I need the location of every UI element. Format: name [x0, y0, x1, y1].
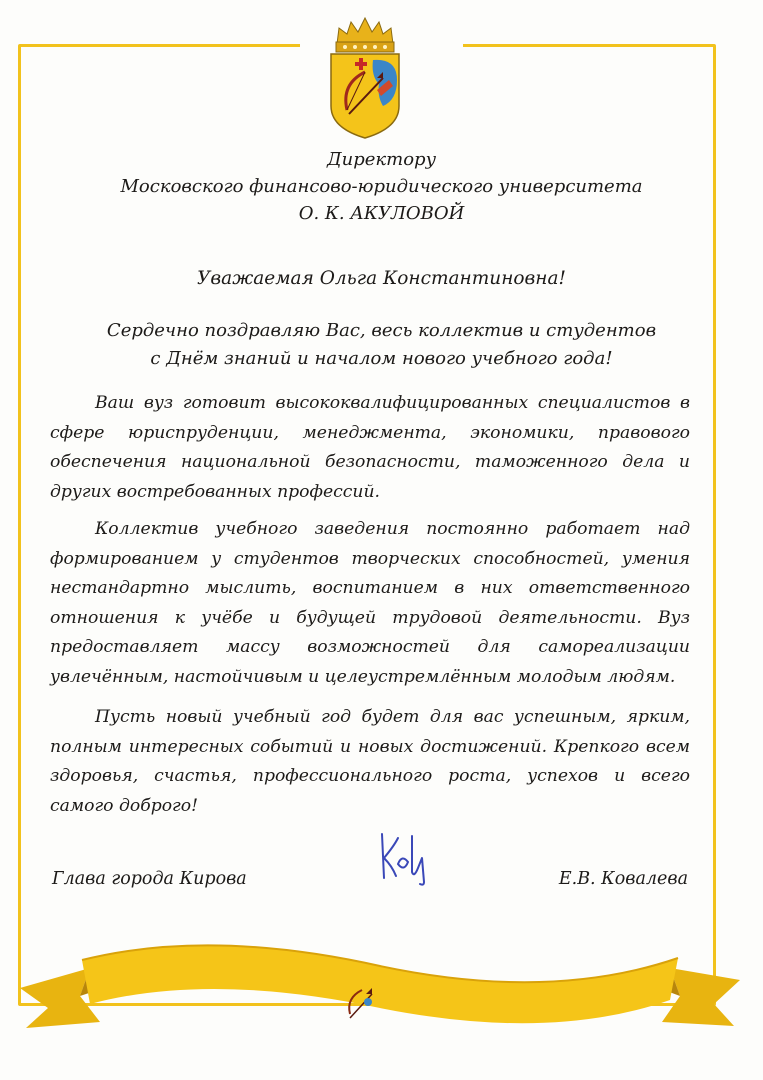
- addressee-line-2: Московского финансово-юридического университета: [120, 176, 643, 197]
- decorative-ribbon: [20, 938, 740, 1058]
- lead-congratulation: [0, 317, 763, 373]
- lead-line-1: Сердечно поздравляю Вас, весь коллектив и студентов: [106, 320, 657, 341]
- addressee-block: [0, 146, 763, 227]
- body-paragraph: Коллектив учебного заведения постоянно работает над формированием у студентов творческих способностей, умения нестандартно мыслить, воспитанием в них ответственного отношения к учёбе и будущей трудовой деятельности. Вуз предоставляет массу возможностей для самореализации увлечённым, настойчивым и целеустремлённым молодым людям.: [50, 519, 690, 687]
- addressee-line-1: Директору: [326, 149, 437, 170]
- body-paragraph: Пусть новый учебный год будет для вас успешным, ярким, полным интересных событий и новых достижений. Крепкого всем здоровья, счастья, профессионального роста, успехов и всего самого доброго!: [50, 707, 690, 816]
- addressee-line-3: О. К. АКУЛОВОЙ: [298, 203, 465, 224]
- greeting: Уважаемая Ольга Константиновна!: [197, 268, 566, 289]
- signatory-title: Глава города Кирова: [52, 869, 247, 889]
- kirov-coat-of-arms-icon: [325, 14, 405, 142]
- lead-line-2: с Днём знаний и началом нового учебного года!: [150, 348, 613, 369]
- signatory-name: Е.В. Ковалева: [558, 869, 688, 889]
- handwritten-signature: [374, 828, 436, 888]
- body-paragraph: Ваш вуз готовит высококвалифицированных специалистов в сфере юриспруденции, менеджмента, экономики, правового обеспечения национальной безопасности, таможенного дела и других востребованных профессий.: [50, 393, 690, 502]
